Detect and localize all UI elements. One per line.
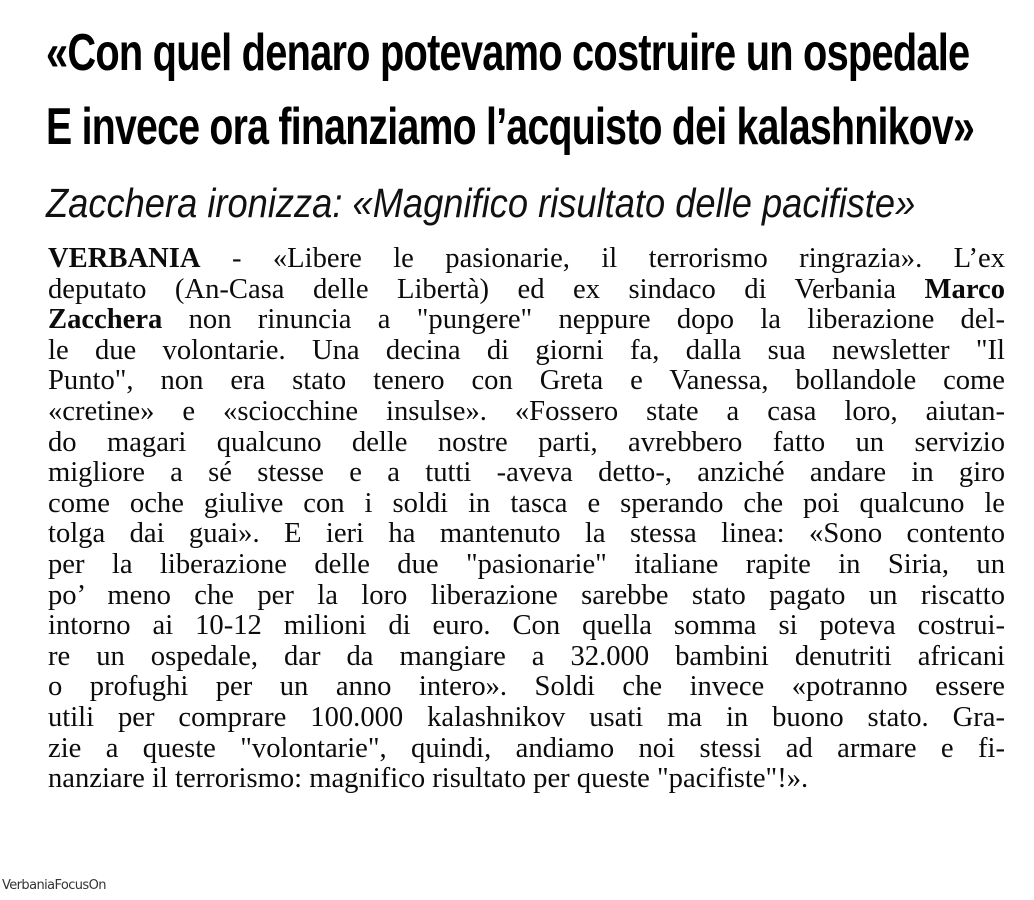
article-line: le due volontarie. Una decina di giorni fa, dalla sua newsletter "Il <box>48 334 1005 366</box>
article-line: Zacchera non rinuncia a "pungere" neppure dopo la liberazione del- <box>48 304 1005 336</box>
headline-line-1: «Con quel denaro potevamo costruire un ospedale <box>46 24 970 82</box>
article-line: nanziare il terrorismo: magnifico risultato per queste "pacifiste"!». <box>48 763 809 795</box>
article-line: «cretine» e «sciocchine insulse». «Fossero state a casa loro, aiutan- <box>48 395 1005 427</box>
article-line: tolga dai guai». E ieri ha mantenuto la stessa linea: «Sono contento <box>48 518 1005 550</box>
article-line: per la liberazione delle due "pasionarie" italiane rapite in Siria, un <box>48 548 1005 580</box>
article-line: o profughi per un anno intero». Soldi che invece «potranno essere <box>48 671 1005 703</box>
headline-line-2: E invece ora finanziamo l’acquisto dei kalashnikov» <box>46 98 975 156</box>
article-body <box>48 244 1005 795</box>
article-line: do magari qualcuno delle nostre parti, avrebbero fatto un servizio <box>48 426 1005 458</box>
author-first-name: Marco <box>924 273 1005 305</box>
article-line: re un ospedale, dar da mangiare a 32.000 bambini denutriti africani <box>48 640 1005 672</box>
source-watermark: VerbaniaFocusOn <box>2 878 106 893</box>
article-line: utili per comprare 100.000 kalashnikov usati ma in buono stato. Gra- <box>48 701 1005 733</box>
dateline: VERBANIA <box>48 243 201 274</box>
author-last-name: Zacchera <box>48 304 163 336</box>
article-line: deputato (An-Casa delle Libertà) ed ex sindaco di Verbania Marco <box>48 273 1005 305</box>
article-line: intorno ai 10-12 milioni di euro. Con quella somma si poteva costrui- <box>48 610 1005 642</box>
article-line: migliore a sé stesse e a tutti -aveva detto-, anziché andare in giro <box>48 457 1005 489</box>
article-line: zie a queste "volontarie", quindi, andiamo noi stessi ad armare e fi- <box>48 732 1005 764</box>
subtitle: Zacchera ironizza: «Magnifico risultato delle pacifiste» <box>46 180 916 226</box>
article-line: po’ meno che per la loro liberazione sarebbe stato pagato un riscatto <box>48 579 1005 611</box>
article-line: Punto", non era stato tenero con Greta e Vanessa, bollandole come <box>48 365 1005 397</box>
article-line: come oche giulive con i soldi in tasca e sperando che poi qualcuno le <box>48 487 1005 519</box>
article-line: VERBANIA - «Libere le pasionarie, il terrorismo ringrazia». L’ex <box>48 243 1005 274</box>
